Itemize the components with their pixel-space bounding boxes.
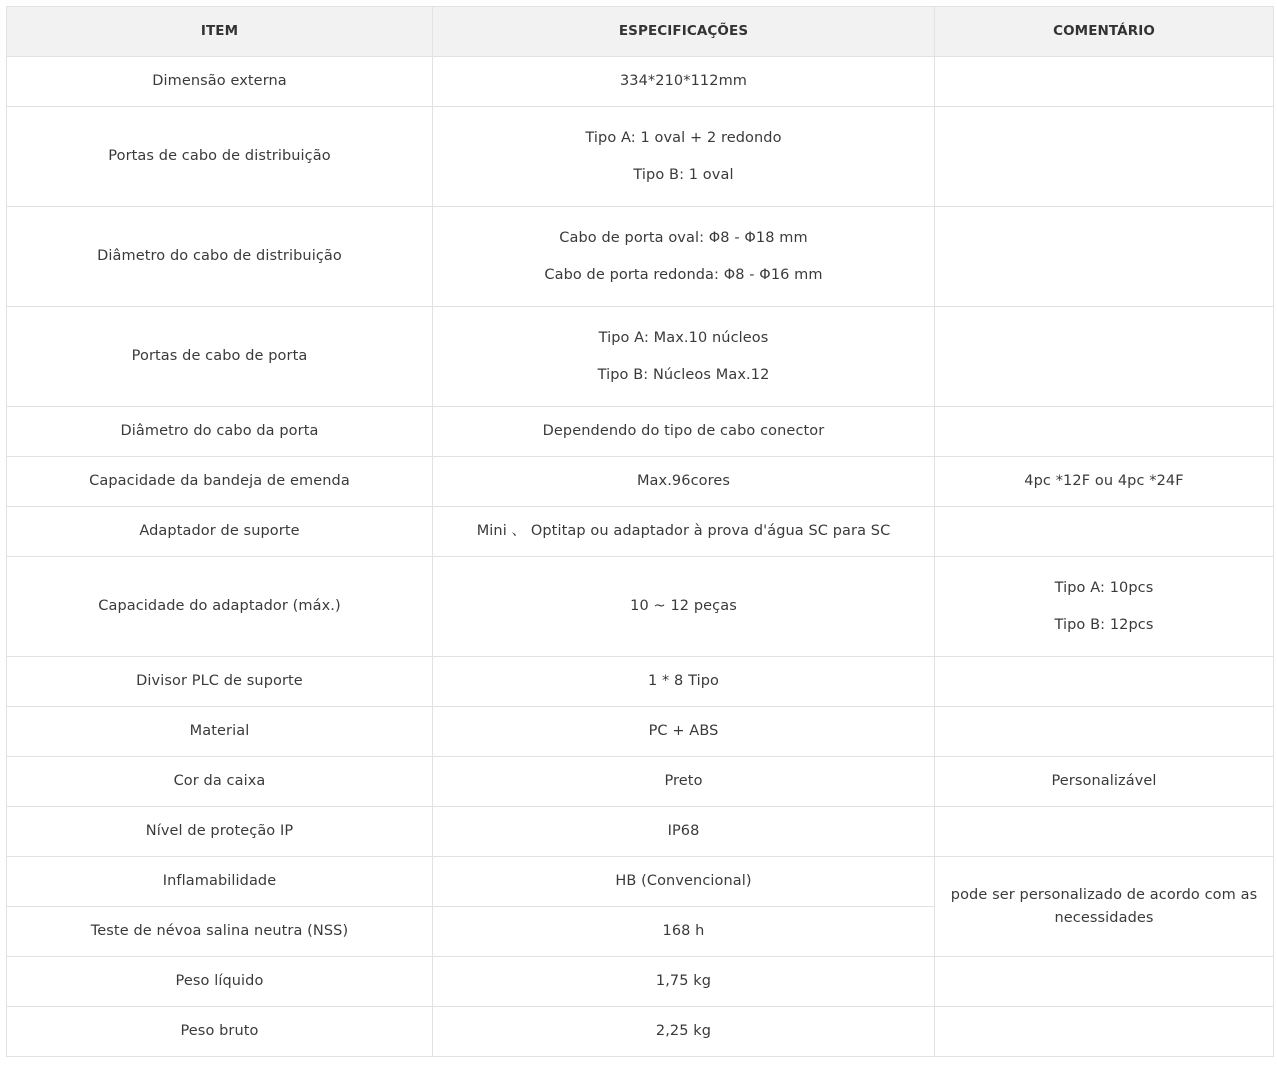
specification-cell [433, 207, 935, 307]
table-row [7, 107, 1274, 207]
item-cell: Teste de névoa salina neutra (NSS) [7, 907, 433, 957]
item-cell: Capacidade da bandeja de emenda [7, 457, 433, 507]
item-cell: Nível de proteção IP [7, 807, 433, 857]
table-body [7, 57, 1274, 1057]
table-row [7, 507, 1274, 557]
comment-line: Tipo A: 10pcs [1054, 579, 1154, 596]
header-item: ITEM [7, 7, 433, 57]
item-cell: Inflamabilidade [7, 857, 433, 907]
comment-cell [935, 807, 1274, 857]
table-row [7, 757, 1274, 807]
specifications-table [6, 6, 1274, 1057]
comment-cell [935, 757, 1274, 807]
specification-cell [433, 457, 935, 507]
comment-line: Tipo B: 12pcs [1054, 616, 1154, 633]
table-row [7, 457, 1274, 507]
comment-cell [935, 307, 1274, 407]
specification-cell [433, 807, 935, 857]
header-row [7, 7, 1274, 57]
specification-line: 10 ~ 12 peças [630, 598, 737, 614]
header-specifications: ESPECIFICAÇÕES [433, 7, 935, 57]
comment-cell [935, 207, 1274, 307]
specification-line: 334*210*112mm [619, 73, 748, 89]
specification-cell [433, 57, 935, 107]
table-row [7, 207, 1274, 307]
specification-line: Tipo A: Max.10 núcleos [598, 329, 769, 346]
table-row [7, 857, 1274, 907]
specification-cell [433, 307, 935, 407]
item-cell: Peso bruto [7, 1007, 433, 1057]
table-row [7, 807, 1274, 857]
specification-cell [433, 757, 935, 807]
item-cell: Peso líquido [7, 957, 433, 1007]
specification-line: Max.96cores [636, 473, 731, 489]
specification-line: Tipo B: Núcleos Max.12 [597, 366, 770, 383]
table-row [7, 707, 1274, 757]
specification-line: 168 h [662, 923, 705, 939]
specification-line: 2,25 kg [655, 1023, 712, 1039]
specification-cell [433, 1007, 935, 1057]
table-row [7, 957, 1274, 1007]
item-cell: Material [7, 707, 433, 757]
comment-cell [935, 857, 1274, 957]
comment-cell [935, 507, 1274, 557]
item-cell: Portas de cabo de porta [7, 307, 433, 407]
specification-line: Cabo de porta oval: Φ8 - Φ18 mm [559, 229, 808, 246]
table-row [7, 1007, 1274, 1057]
specification-line: HB (Convencional) [615, 873, 752, 889]
specification-cell [433, 657, 935, 707]
specification-cell [433, 907, 935, 957]
specification-line: Dependendo do tipo de cabo conector [542, 423, 825, 439]
specification-cell [433, 407, 935, 457]
item-cell: Adaptador de suporte [7, 507, 433, 557]
specification-cell [433, 857, 935, 907]
comment-cell [935, 57, 1274, 107]
specification-line: IP68 [667, 823, 700, 839]
specification-cell [433, 957, 935, 1007]
comment-line: 4pc *12F ou 4pc *24F [1024, 473, 1184, 489]
header-comment: COMENTÁRIO [935, 7, 1274, 57]
specification-line: Preto [664, 773, 703, 789]
specification-cell [433, 557, 935, 657]
specification-line: 1,75 kg [655, 973, 712, 989]
comment-cell [935, 957, 1274, 1007]
specification-line: Tipo B: 1 oval [633, 166, 734, 183]
table-header [7, 7, 1274, 57]
table-row [7, 57, 1274, 107]
comment-cell [935, 407, 1274, 457]
item-cell: Divisor PLC de suporte [7, 657, 433, 707]
table-row [7, 657, 1274, 707]
specification-line: Cabo de porta redonda: Φ8 - Φ16 mm [544, 266, 823, 283]
specification-line: PC + ABS [648, 723, 719, 739]
comment-cell [935, 707, 1274, 757]
comment-line: pode ser personalizado de acordo com as necessidades [950, 886, 1258, 926]
specification-line: 1 * 8 Tipo [647, 673, 720, 689]
item-cell: Capacidade do adaptador (máx.) [7, 557, 433, 657]
comment-line: Personalizável [1051, 773, 1157, 789]
item-cell: Diâmetro do cabo da porta [7, 407, 433, 457]
item-cell: Dimensão externa [7, 57, 433, 107]
item-cell: Diâmetro do cabo de distribuição [7, 207, 433, 307]
item-cell: Cor da caixa [7, 757, 433, 807]
item-cell: Portas de cabo de distribuição [7, 107, 433, 207]
specification-line: Tipo A: 1 oval + 2 redondo [585, 129, 782, 146]
specification-cell [433, 107, 935, 207]
table-row [7, 407, 1274, 457]
specification-cell [433, 707, 935, 757]
table-row [7, 557, 1274, 657]
specification-cell [433, 507, 935, 557]
comment-cell [935, 657, 1274, 707]
comment-cell [935, 107, 1274, 207]
specification-line: Mini 、 Optitap ou adaptador à prova d'água SC para SC [476, 523, 891, 539]
comment-cell [935, 457, 1274, 507]
comment-cell [935, 1007, 1274, 1057]
comment-cell [935, 557, 1274, 657]
table-row [7, 307, 1274, 407]
